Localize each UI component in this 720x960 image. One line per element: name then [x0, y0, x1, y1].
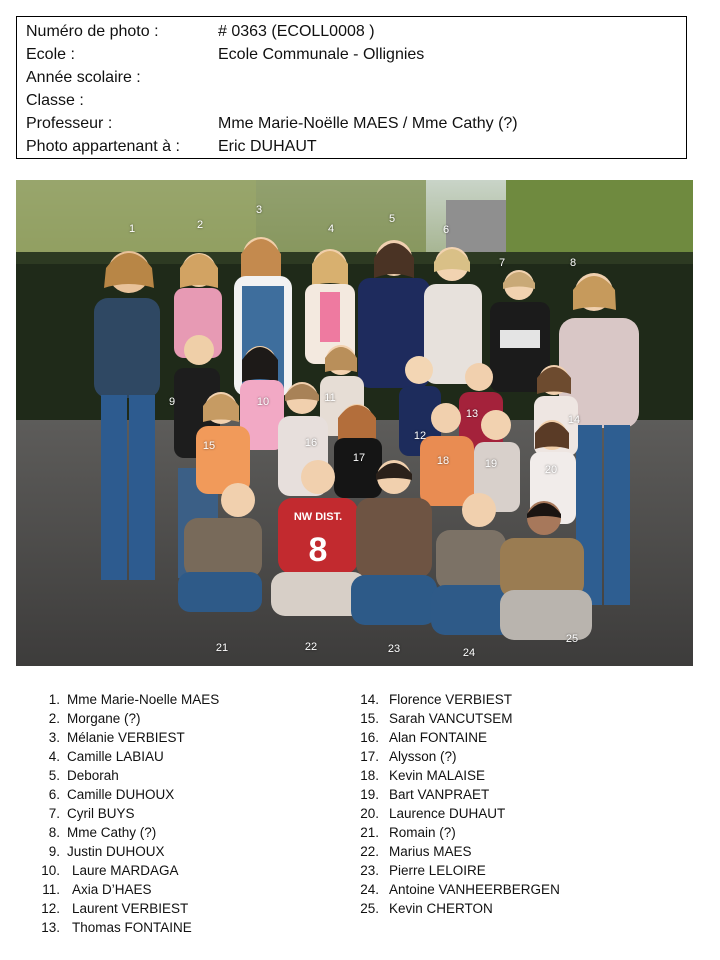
list-number: 13.	[41, 920, 60, 935]
list-name: Laurence DUHAUT	[389, 806, 506, 821]
list-name: Mme Cathy (?)	[67, 825, 157, 840]
list-number: 4.	[48, 749, 60, 764]
tree-right	[506, 180, 693, 262]
photo-marker: 4	[327, 223, 335, 235]
photo-marker: 24	[462, 647, 476, 659]
list-number: 8.	[48, 825, 60, 840]
photo-info-box	[16, 16, 687, 159]
list-number: 22.	[360, 844, 379, 859]
list-number: 2.	[48, 711, 60, 726]
photo-marker: 20	[544, 464, 558, 476]
class-photo-illustration	[16, 180, 693, 666]
info-label: Numéro de photo :	[26, 23, 159, 40]
list-number: 15.	[360, 711, 379, 726]
photo-marker: 3	[255, 204, 263, 216]
jersey-text: NW DIST.	[293, 511, 343, 523]
photo-marker: 9	[168, 396, 176, 408]
info-value: Eric DUHAUT	[218, 138, 317, 155]
photo-marker: 16	[304, 437, 318, 449]
list-number: 16.	[360, 730, 379, 745]
list-name: Sarah VANCUTSEM	[389, 711, 513, 726]
list-name: Antoine VANHEERBERGEN	[389, 882, 560, 897]
list-name: Morgane (?)	[67, 711, 141, 726]
list-number: 17.	[360, 749, 379, 764]
list-name: Mélanie VERBIEST	[67, 730, 185, 745]
photo-marker: 18	[436, 455, 450, 467]
list-name: Laurent VERBIEST	[72, 901, 189, 916]
list-name: Romain (?)	[389, 825, 456, 840]
list-number: 3.	[48, 730, 60, 745]
list-name: Axia D’HAES	[72, 882, 152, 897]
info-value: Mme Marie-Noëlle MAES / Mme Cathy (?)	[218, 115, 518, 132]
list-number: 11.	[42, 882, 60, 897]
list-name: Laure MARDAGA	[72, 863, 179, 878]
list-name: Alysson (?)	[389, 749, 457, 764]
photo-marker: 8	[569, 257, 577, 269]
list-number: 9.	[48, 844, 60, 859]
info-label: Photo appartenant à :	[26, 138, 180, 155]
list-name: Cyril BUYS	[67, 806, 135, 821]
list-number: 25.	[360, 901, 379, 916]
person-17	[334, 404, 382, 498]
photo-marker: 6	[442, 224, 450, 236]
list-number: 6.	[48, 787, 60, 802]
house-roof	[446, 200, 516, 255]
list-name: Marius MAES	[389, 844, 472, 859]
list-number: 12.	[41, 901, 60, 916]
list-name: Kevin MALAISE	[389, 768, 486, 783]
photo-marker: 22	[304, 641, 318, 653]
list-name: Camille DUHOUX	[67, 787, 175, 802]
list-number: 20.	[360, 806, 379, 821]
person-1	[94, 251, 160, 580]
info-label: Année scolaire :	[26, 69, 141, 86]
list-number: 19.	[360, 787, 379, 802]
photo-marker: 11	[324, 392, 336, 404]
photo-marker: 19	[484, 458, 498, 470]
list-number: 18.	[360, 768, 379, 783]
list-number: 7.	[48, 806, 60, 821]
list-number: 1.	[48, 692, 60, 707]
list-number: 21.	[360, 825, 379, 840]
class-photo	[16, 180, 693, 666]
list-name: Bart VANPRAET	[389, 787, 490, 802]
photo-marker: 7	[498, 257, 506, 269]
photo-marker: 17	[352, 452, 366, 464]
info-label: Ecole :	[26, 46, 75, 63]
list-name: Kevin CHERTON	[389, 901, 493, 916]
list-name: Deborah	[67, 768, 119, 783]
list-name: Camille LABIAU	[67, 749, 164, 764]
list-number: 10.	[41, 863, 60, 878]
photo-marker: 14	[567, 414, 581, 426]
photo-marker: 21	[215, 642, 229, 654]
photo-marker: 25	[565, 633, 579, 645]
info-value: # 0363 (ECOLL0008 )	[218, 23, 375, 40]
jersey-number: 8	[308, 531, 328, 569]
list-name: Thomas FONTAINE	[72, 920, 192, 935]
photo-marker: 13	[465, 408, 479, 420]
info-label: Professeur :	[26, 115, 113, 132]
photo-marker: 23	[387, 643, 401, 655]
photo-marker: 1	[128, 223, 136, 235]
list-number: 14.	[360, 692, 379, 707]
info-value: Ecole Communale - Ollignies	[218, 46, 425, 63]
photo-marker: 10	[256, 396, 270, 408]
list-name: Florence VERBIEST	[389, 692, 513, 707]
photo-marker: 15	[202, 440, 216, 452]
info-label: Classe :	[26, 92, 84, 109]
list-name: Justin DUHOUX	[67, 844, 165, 859]
list-number: 24.	[360, 882, 379, 897]
list-number: 5.	[48, 768, 60, 783]
list-name: Mme Marie-Noelle MAES	[67, 692, 220, 707]
photo-marker: 2	[196, 219, 204, 231]
list-name: Pierre LELOIRE	[389, 863, 486, 878]
photo-marker: 5	[388, 213, 396, 225]
list-name: Alan FONTAINE	[389, 730, 488, 745]
photo-marker: 12	[413, 430, 427, 442]
list-number: 23.	[360, 863, 379, 878]
